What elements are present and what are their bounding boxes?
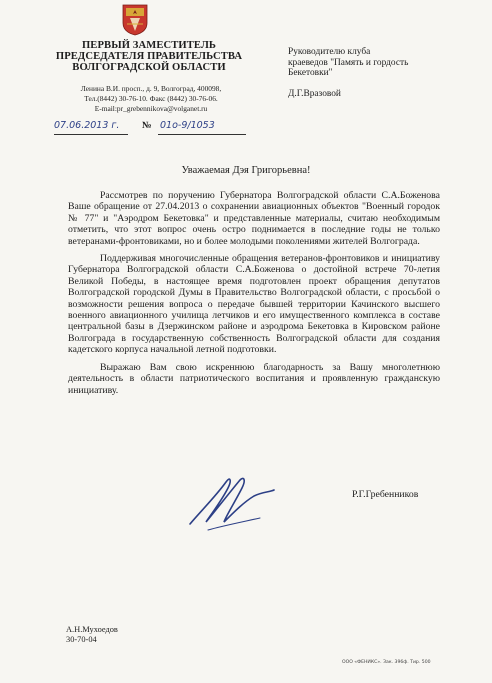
addressee-line: Бекетовки" bbox=[288, 68, 333, 79]
number-underline bbox=[158, 134, 246, 135]
sender-title-line: ВОЛГОГРАДСКОЙ ОБЛАСТИ bbox=[72, 62, 226, 73]
sender-street: Ленина В.И. просп., д. 9, Волгоград, 400098, bbox=[80, 84, 222, 93]
sender-address bbox=[56, 84, 246, 103]
executor-block bbox=[66, 625, 118, 645]
sender-phones: Тел.(8442) 30-76-10. Факс (8442) 30-76-06. bbox=[84, 93, 218, 103]
body-paragraph: Рассмотрев по поручению Губернатора Волгоградской области С.А.Боженова Ваше обращение от 27.04.2013 о сохранении авиационных объектов "Военный городок № 77" и "Аэродром Бекетовка" и представленные материалы, считаю необходимым отметить, что этот вопрос очень остро поднимается в последние годы не только ветеранами-фронтовиками, но и более молодыми поколениями жителей Волгограда. bbox=[68, 190, 440, 247]
letter-body bbox=[68, 190, 440, 402]
date-underline bbox=[54, 134, 128, 135]
volgograd-coat-of-arms-icon bbox=[122, 4, 148, 36]
registration-number: 01о-9/1053 bbox=[160, 120, 215, 131]
greeting: Уважаемая Дэя Григорьевна! bbox=[181, 165, 311, 176]
signer-name: Р.Г.Гребенников bbox=[352, 489, 419, 500]
executor-name: А.Н.Мухоедов bbox=[66, 625, 118, 634]
sender-title-line: ПЕРВЫЙ ЗАМЕСТИТЕЛЬ bbox=[81, 40, 217, 51]
addressee-block bbox=[288, 47, 478, 99]
handwritten-signature-icon bbox=[186, 472, 278, 536]
body-paragraph: Поддерживая многочисленные обращения ветеранов-фронтовиков и инициативу Губернатора Волгоградской области С.А.Боженова о достойной встрече 70-летия Великой Победы, в настоящее время подготовлен проект обращения депутатов Волгоградской городской Думы в Правительство Волгоградской области, с просьбой о возможности решения вопроса о передаче бывшей территории Качинского высшего военного авиационного училища летчиков и его имущественного комплекса в составе центральной базы в Дзержинском районе и аэродрома Бекетовка в Кировском районе Волгограда в государственную собственность Волгоградской области для создания кадетского корпуса начальной летной подготовки. bbox=[68, 253, 440, 356]
registration-date: 07.06.2013 г. bbox=[54, 120, 120, 131]
registration-line bbox=[36, 120, 256, 140]
number-sign: № bbox=[142, 121, 152, 131]
addressee-line: краеведов "Память и гордость bbox=[288, 57, 409, 68]
executor-phone: 30-70-04 bbox=[66, 635, 97, 644]
addressee-line: Руководителю клуба bbox=[288, 47, 371, 57]
sender-email: E-mail:pr_grebennikova@volganet.ru bbox=[94, 104, 208, 113]
body-paragraph: Выражаю Вам свою искреннюю благодарность за Вашу многолетнюю деятельность в области патриотического воспитания и проявленную гражданскую инициативу. bbox=[68, 361, 440, 396]
sender-title bbox=[52, 40, 246, 73]
sender-title-line: ПРЕДСЕДАТЕЛЯ ПРАВИТЕЛЬСТВА bbox=[55, 51, 243, 62]
addressee-name: Д.Г.Вразовой bbox=[288, 88, 341, 99]
print-mark: ООО «ФЕНИКС». Зак. 396ф. Тир. 500 bbox=[342, 660, 431, 665]
